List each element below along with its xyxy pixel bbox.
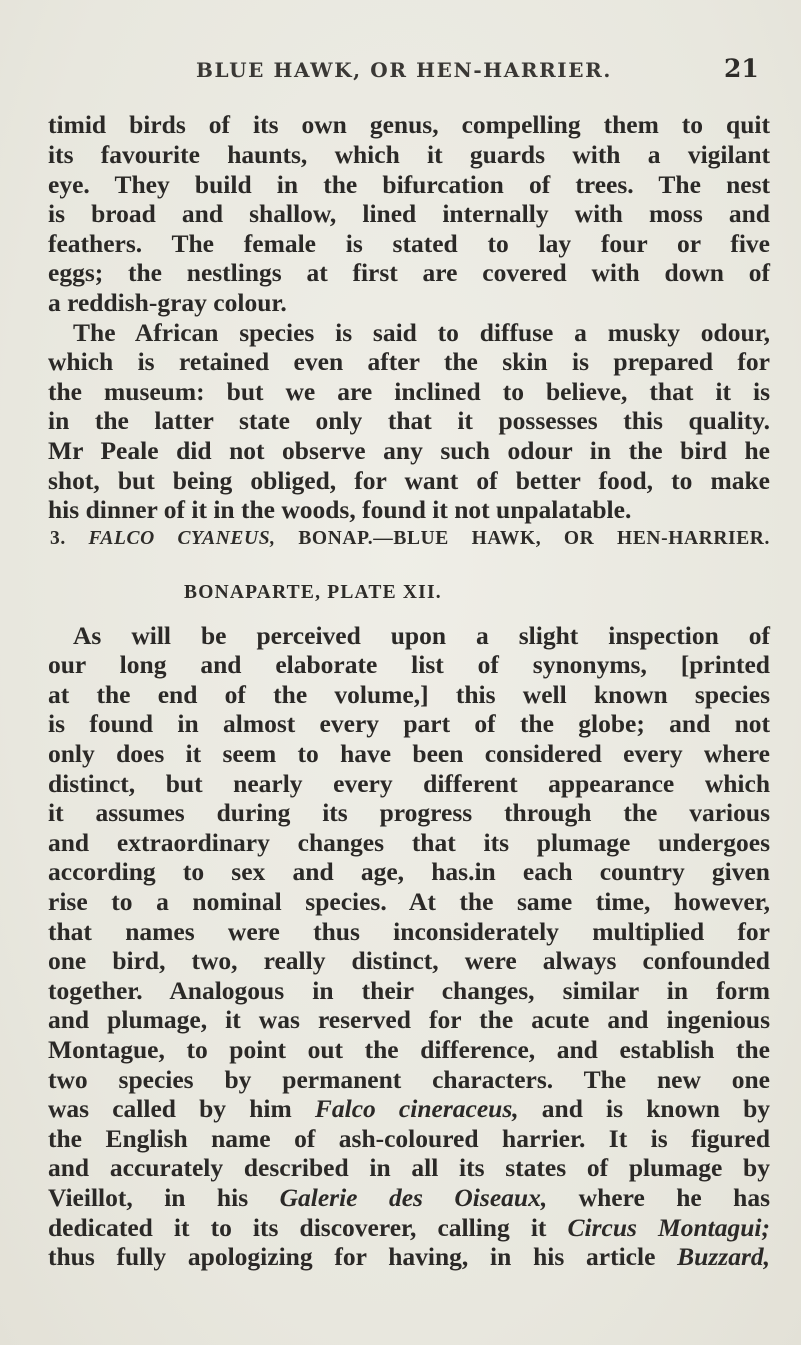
text-run: where he has — [578, 1183, 771, 1212]
text-line: and accurately described in all its states of plumage by — [48, 1153, 770, 1182]
section-heading — [50, 528, 770, 556]
text-line: eye. They build in the bifurcation of trees. The nest — [48, 170, 770, 199]
text-line: eggs; the nestlings at first are covered with down of — [48, 258, 770, 287]
text-run: Vieillot, in his — [48, 1183, 249, 1212]
text-run: thus fully apologizing for having, in his article — [48, 1242, 656, 1271]
text-line: which is retained even after the skin is prepared for — [48, 347, 770, 376]
text-line: our long and elaborate list of synonyms, [printed — [48, 650, 770, 679]
italic-name: Circus Montagui; — [567, 1213, 770, 1242]
page-number: 21 — [724, 54, 759, 83]
text-line: Mr Peale did not observe any such odour in the bird he — [48, 436, 770, 465]
text-line: shot, but being obliged, for want of better food, to make — [48, 466, 770, 495]
text-line: together. Analogous in their changes, similar in form — [48, 976, 770, 1005]
text-line: that names were thus inconsiderately multiplied for — [48, 917, 770, 946]
text-line: is broad and shallow, lined internally with moss and — [48, 199, 770, 228]
section-scientific-name: FALCO CYANEUS, — [88, 528, 276, 549]
text-line: a reddish-gray colour. — [48, 288, 287, 317]
text-line — [48, 1213, 770, 1243]
text-line: the museum: but we are inclined to believe, that it is — [48, 377, 770, 406]
text-line: feathers. The female is stated to lay four or five — [48, 229, 770, 258]
text-run: dedicated it to its discoverer, calling it — [48, 1213, 547, 1242]
text-line: according to sex and age, has.in each country given — [48, 857, 770, 886]
italic-name: Falco cineraceus, — [314, 1094, 519, 1123]
text-line: two species by permanent characters. The new one — [48, 1065, 770, 1094]
text-line: only does it seem to have been considered every where — [48, 739, 770, 768]
text-line: The African species is said to diffuse a musky odour, — [73, 318, 770, 347]
text-line — [48, 1183, 770, 1213]
text-line: Montague, to point out the difference, and establish the — [48, 1035, 770, 1064]
text-line: one bird, two, really distinct, were always confounded — [48, 946, 770, 975]
text-line: its favourite haunts, which it guards with a vigilant — [48, 140, 770, 169]
text-line: distinct, but nearly every different appearance which — [48, 769, 770, 798]
running-head: BLUE HAWK, OR HEN-HARRIER. — [196, 58, 612, 82]
text-line: rise to a nominal species. At the same time, however, — [48, 887, 770, 916]
italic-title: Galerie des Oiseaux, — [279, 1183, 548, 1212]
text-line — [48, 1242, 770, 1272]
italic-name: Buzzard, — [677, 1242, 770, 1271]
text-line: in the latter state only that it possesses this quality. — [48, 406, 770, 435]
text-run: and is known by — [541, 1094, 771, 1123]
section-number: 3. — [50, 528, 66, 549]
text-line: and extraordinary changes that its plumage undergoes — [48, 828, 770, 857]
page-header — [0, 54, 801, 92]
text-line: timid birds of its own genus, compelling them to quit — [48, 110, 770, 139]
section-authority: BONAPARTE, PLATE XII. — [184, 582, 442, 603]
text-line: is found in almost every part of the globe; and not — [48, 709, 770, 738]
text-run: was called by him — [48, 1094, 292, 1123]
text-line: it assumes during its progress through the various — [48, 798, 770, 827]
text-line: his dinner of it in the woods, found it not unpalatable. — [48, 495, 632, 524]
text-line: As will be perceived upon a slight inspection of — [73, 621, 770, 650]
text-line: at the end of the volume,] this well known species — [48, 680, 770, 709]
text-line: and plumage, it was reserved for the acute and ingenious — [48, 1005, 770, 1034]
text-line — [48, 1094, 770, 1124]
section-common-name: BONAP.—BLUE HAWK, OR HEN-HARRIER. — [298, 528, 770, 549]
text-line: the English name of ash-coloured harrier. It is figured — [48, 1124, 770, 1153]
